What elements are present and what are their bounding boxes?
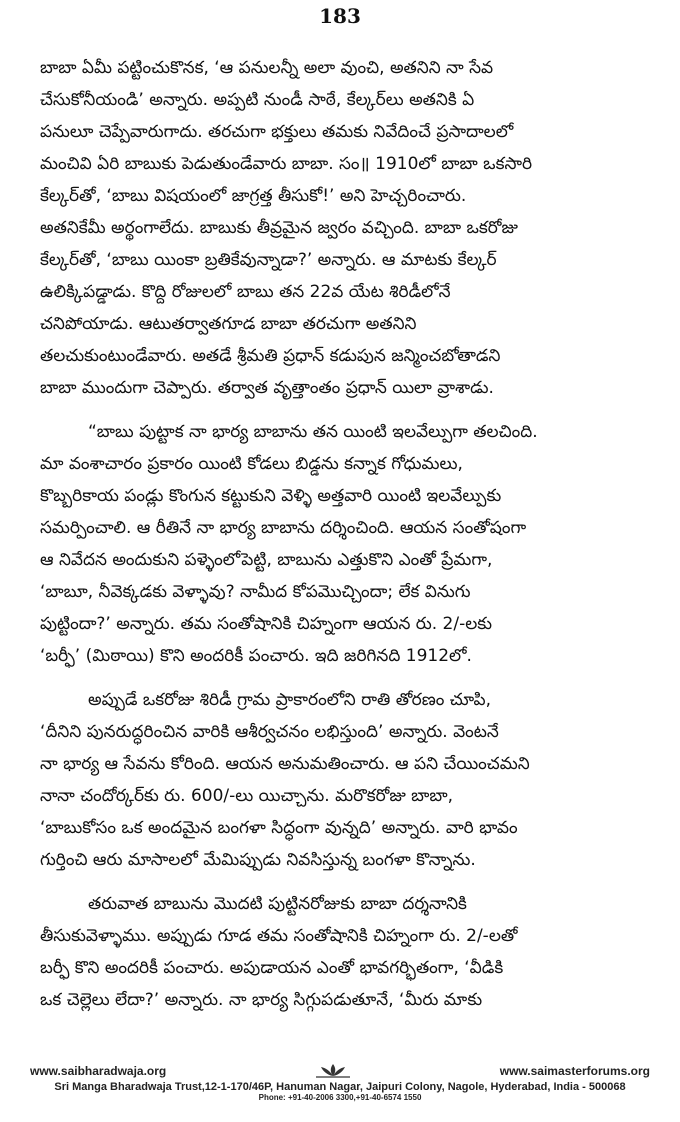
paragraph-2 [40, 416, 640, 672]
text-line: కొబ్బరికాయ పండ్లు కొంగున కట్టుకుని వెళ్ళి అత్తవారి యింటి ఇలవేల్పుకు [40, 486, 502, 506]
page-footer [30, 1062, 650, 1102]
paragraph-4 [40, 888, 640, 1016]
text-line: నానా చందోర్కర్‌కు రు. 600/-లు యిచ్చాను. మరొకరోజు బాబా, [40, 786, 454, 806]
text-line: బాబా ముందుగా చెప్పారు. తర్వాత వృత్తాంతం ప్రధాన్ యిలా వ్రాశాడు. [40, 378, 494, 398]
text-line: మా వంశాచారం ప్రకారం యింటి కోడలు బిడ్డను కన్నాక గోధుమలు, [40, 454, 463, 474]
text-line: ఉలిక్కిపడ్డాడు. కొద్ది రోజులలో బాబు తన 22వ యేట శిరిడీలోనే [40, 282, 451, 302]
text-line: బర్ఫీ కొని అందరికీ పంచారు. అపుడాయన ఎంతో భావగర్భితంగా, ‘వీడికి [40, 958, 504, 978]
text-line: మంచివి ఏరి బాబుకు పెడుతుండేవారు బాబా. సం॥ 1910లో బాబా ఒకసారి [40, 154, 533, 174]
text-line: ‘బాబుకోసం ఒక అందమైన బంగళా సిద్ధంగా వున్నది’ అన్నారు. వారి భావం [40, 818, 518, 838]
text-line: ఒక చెల్లెలు లేదా?’ అన్నారు. నా భార్య సిగ్గుపడుతూనే, ‘మీరు మాకు [40, 990, 483, 1010]
text-line: అతనికేమీ అర్థంగాలేదు. బాబుకు తీవ్రమైన జ్వరం వచ్చింది. బాబా ఒకరోజు [40, 218, 518, 238]
text-line: చనిపోయాడు. ఆటుతర్వాతగూడ బాబా తరచుగా అతనిని [40, 314, 417, 334]
body-text [40, 52, 640, 1016]
footer-links [30, 1062, 650, 1080]
footer-address: Sri Manga Bharadwaja Trust,12-1-170/46P, Hanuman Nagar, Jaipuri Colony, Nagole, Hyderabad, India - 500068 [54, 1081, 626, 1093]
text-line: అప్పుడే ఒకరోజు శిరిడీ గ్రామ ప్రాకారంలోని రాతి తోరణం చూపి, [88, 690, 492, 710]
text-line: ‘దీనిని పునరుద్ధరించిన వారికి ఆశీర్వచనం లభిస్తుంది’ అన్నారు. వెంటనే [40, 722, 499, 742]
text-line: కేల్కర్‌తో, ‘బాబు యింకా బ్రతికేవున్నాడా?’ అన్నారు. ఆ మాటకు కేల్కర్ [40, 250, 497, 270]
paragraph-3 [40, 684, 640, 876]
text-line: కేల్కర్‌తో, ‘బాబు విషయంలో జాగ్రత్త తీసుకో!’ అని హెచ్చరించారు. [40, 186, 467, 206]
text-line: గుర్తించి ఆరు మాసాలలో మేమిప్పుడు నివసిస్తున్న బంగళా కొన్నాను. [40, 850, 476, 870]
text-line: ఆ నివేదన అందుకుని పళ్ళెంలోపెట్టి, బాబును ఎత్తుకొని ఎంతో ప్రేమగా, [40, 550, 493, 570]
text-line: తరువాత బాబును మొదటి పుట్టినరోజుకు బాబా దర్శనానికి [88, 894, 467, 914]
text-line: తలచుకుంటుండేవారు. అతడే శ్రీమతి ప్రధాన్ కడుపున జన్మించబోతాడని [40, 346, 501, 366]
text-line: బాబా ఏమీ పట్టించుకొనక, ‘ఆ పనులన్నీ అలా వుంచి, అతనిని నా సేవ [40, 58, 494, 78]
text-line: చేసుకోనీయండి’ అన్నారు. అప్పటి నుండీ సాఠే, కేల్కర్‌లు అతనికి ఏ [40, 90, 475, 110]
footer-phone: Phone: +91-40-2006 3300,+91-40-6574 1550 [258, 1093, 422, 1102]
text-line: పనులూ చెప్పేవారుగాదు. తరచుగా భక్తులు తమకు నివేదించే ప్రసాదాలలో [40, 122, 514, 142]
text-line: నా భార్య ఆ సేవను కోరింది. ఆయన అనుమతించారు. ఆ పని చేయించమని [40, 754, 530, 774]
text-line: ‘బాబూ, నీవెక్కడకు వెళ్ళావు? నామీద కోపమొచ్చిందా; లేక వినుగు [40, 582, 471, 602]
footer-site-right[interactable]: www.saimasterforums.org [499, 1064, 650, 1078]
text-line: సమర్పించాలి. ఆ రీతినే నా భార్య బాబాను దర్శించింది. ఆయన సంతోషంగా [40, 518, 527, 538]
text-line: పుట్టిందా?’ అన్నారు. తమ సంతోషానికి చిహ్నంగా ఆయన రు. 2/-లకు [40, 614, 493, 634]
text-line: ‘బర్ఫీ’ (మిఠాయి) కొని అందరికీ పంచారు. ఇది జరిగినది 1912లో. [40, 646, 472, 666]
footer-site-left[interactable]: www.saibharadwaja.org [30, 1064, 167, 1078]
paragraph-1 [40, 52, 640, 404]
page-number: 183 [319, 4, 361, 28]
lotus-ornament-icon [313, 1062, 353, 1080]
text-line: “బాబు పుట్టాక నా భార్య బాబాను తన యింటి ఇలవేల్పుగా తలచింది. [88, 422, 538, 442]
text-line: తీసుకువెళ్ళాము. అప్పుడు గూడ తమ సంతోషానికి చిహ్నంగా రు. 2/-లతో [40, 926, 518, 946]
